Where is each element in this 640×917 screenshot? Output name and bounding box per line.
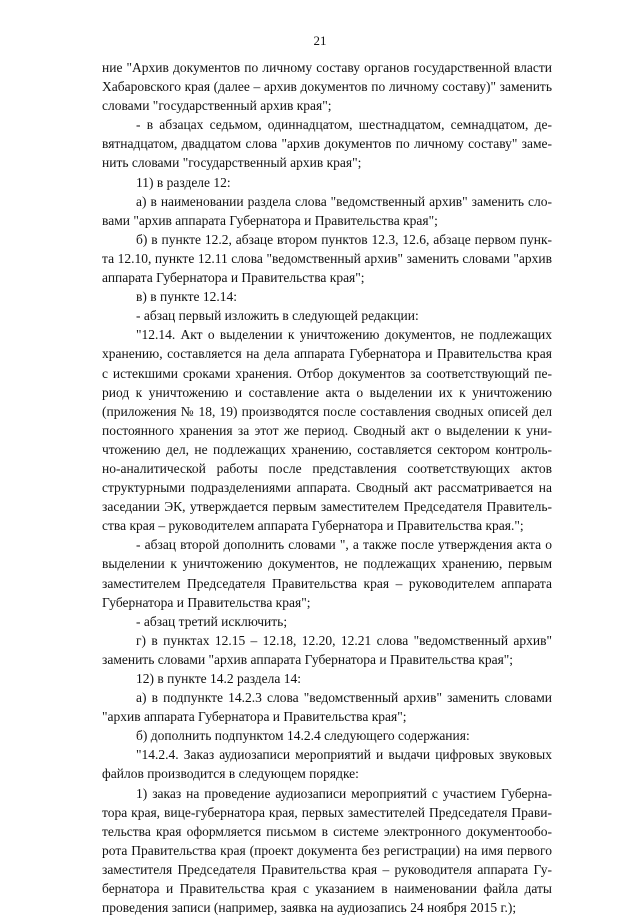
text-line: с истекшими сроками хранения. Отбор документов за соответствующий пе- xyxy=(102,365,552,381)
text-line: тора края, вице-губернатора края, первых заместителей Председателя Прави- xyxy=(102,804,552,820)
text-line: - абзац первый изложить в следующей редакции: xyxy=(136,308,419,324)
text-line: нить словами "государственный архив края"; xyxy=(102,155,362,171)
text-line: "14.2.4. Заказ аудиозаписи мероприятий и выдачи цифровых звуковых xyxy=(136,747,552,763)
text-line: но-аналитической работы после представления соответствующих актов xyxy=(102,460,552,476)
text-line: 12) в пункте 14.2 раздела 14: xyxy=(136,671,302,686)
text-line: - абзац второй дополнить словами ", а также после утверждения акта о xyxy=(136,537,552,553)
paragraph xyxy=(102,612,552,631)
paragraph xyxy=(102,306,552,325)
text-line: - в абзацах седьмом, одиннадцатом, шестнадцатом, семнадцатом, де- xyxy=(136,117,552,133)
text-line: заседании ЭК, утверждается первым заместителем Председателя Правитель- xyxy=(102,499,552,515)
text-line: а) в подпункте 14.2.3 слова "ведомственный архив" заменить словами xyxy=(136,690,552,706)
text-line: аппарата Губернатора и Правительства края"; xyxy=(102,270,365,286)
text-line: г) в пунктах 12.15 – 12.18, 12.20, 12.21 слова "ведомственный архив" xyxy=(136,632,552,648)
page-number: 21 xyxy=(313,33,327,48)
text-line: 1) заказ на проведение аудиозаписи мероприятий с участием Губерна- xyxy=(136,785,552,801)
paragraph xyxy=(102,535,552,611)
document-body xyxy=(102,58,552,917)
text-line: "12.14. Акт о выделении к уничтожению документов, не подлежащих xyxy=(136,327,552,343)
text-line: проведения записи (например, заявка на аудиозапись 24 ноября 2015 г.); xyxy=(102,900,517,916)
text-line: заместителем Председателя Правительства края – руководителем аппарата xyxy=(102,575,552,591)
text-line: заместителя Председателя Правительства края – руководителя аппарата Гу- xyxy=(102,861,552,877)
text-line: - абзац третий исключить; xyxy=(136,613,288,629)
text-line: бернатора и Правительства края с указанием в наименовании файла даты xyxy=(102,881,552,897)
text-line: словами "государственный архив края"; xyxy=(102,98,332,114)
paragraph xyxy=(102,726,552,745)
paragraph xyxy=(102,230,552,287)
paragraph xyxy=(102,58,552,115)
text-line: ние "Архив документов по личному составу органов государственной власти xyxy=(102,60,552,75)
text-line: та 12.10, пункте 12.11 слова "ведомственный архив" заменить словами "архив xyxy=(102,250,552,266)
text-line: "архив аппарата Губернатора и Правительства края"; xyxy=(102,709,407,725)
text-line: постоянного хранения за этот же период. Сводный акт о выделении к уни- xyxy=(102,422,552,438)
text-line: 11) в разделе 12: xyxy=(136,174,231,190)
paragraph xyxy=(102,115,552,172)
text-line: вятнадцатом, двадцатом слова "архив документов по личному составу" заме- xyxy=(102,136,552,152)
text-line: хранению, составляется на дела аппарата Губернатора и Правительства края xyxy=(102,346,552,362)
text-line: ства края – руководителем аппарата Губернатора и Правительства края."; xyxy=(102,518,524,534)
paragraph xyxy=(102,287,552,306)
text-line: б) в пункте 12.2, абзаце втором пунктов 12.3, 12.6, абзаце первом пунк- xyxy=(136,231,552,247)
text-line: чтожению дел, не подлежащих хранению, составляется сектором контроль- xyxy=(102,441,552,457)
text-line: риод к уничтожению и составление акта о выделении их к уничтожению xyxy=(102,384,552,400)
text-line: Губернатора и Правительства края"; xyxy=(102,594,311,610)
text-line: рота Правительства края (проект документа без регистрации) на имя первого xyxy=(102,842,552,858)
text-line: (приложения № 18, 19) производятся после составления сводных описей дел xyxy=(102,403,552,419)
paragraph xyxy=(102,325,552,535)
text-line: в) в пункте 12.14: xyxy=(136,289,237,305)
text-line: тельства края оформляется письмом в системе электронного документообо- xyxy=(102,823,552,839)
text-line: б) дополнить подпунктом 14.2.4 следующего содержания: xyxy=(136,728,470,744)
paragraph xyxy=(102,192,552,230)
text-line: структурными подразделениями аппарата. Сводный акт рассматривается на xyxy=(102,480,552,496)
paragraph xyxy=(102,784,552,917)
text-line: выделении к уничтожению документов, не подлежащих хранению, первым xyxy=(102,556,552,572)
paragraph xyxy=(102,745,552,783)
paragraph xyxy=(102,173,552,192)
text-line: вами "архив аппарата Губернатора и Правительства края"; xyxy=(102,212,438,228)
paragraph xyxy=(102,688,552,726)
text-line: заменить словами "архив аппарата Губернатора и Правительства края"; xyxy=(102,651,514,667)
text-line: Хабаровского края (далее – архив документов по личному составу)" заменить xyxy=(102,79,552,95)
text-line: файлов производится в следующем порядке: xyxy=(102,766,359,782)
text-line: а) в наименовании раздела слова "ведомственный архив" заменить сло- xyxy=(136,193,552,209)
paragraph xyxy=(102,631,552,669)
paragraph xyxy=(102,669,552,688)
